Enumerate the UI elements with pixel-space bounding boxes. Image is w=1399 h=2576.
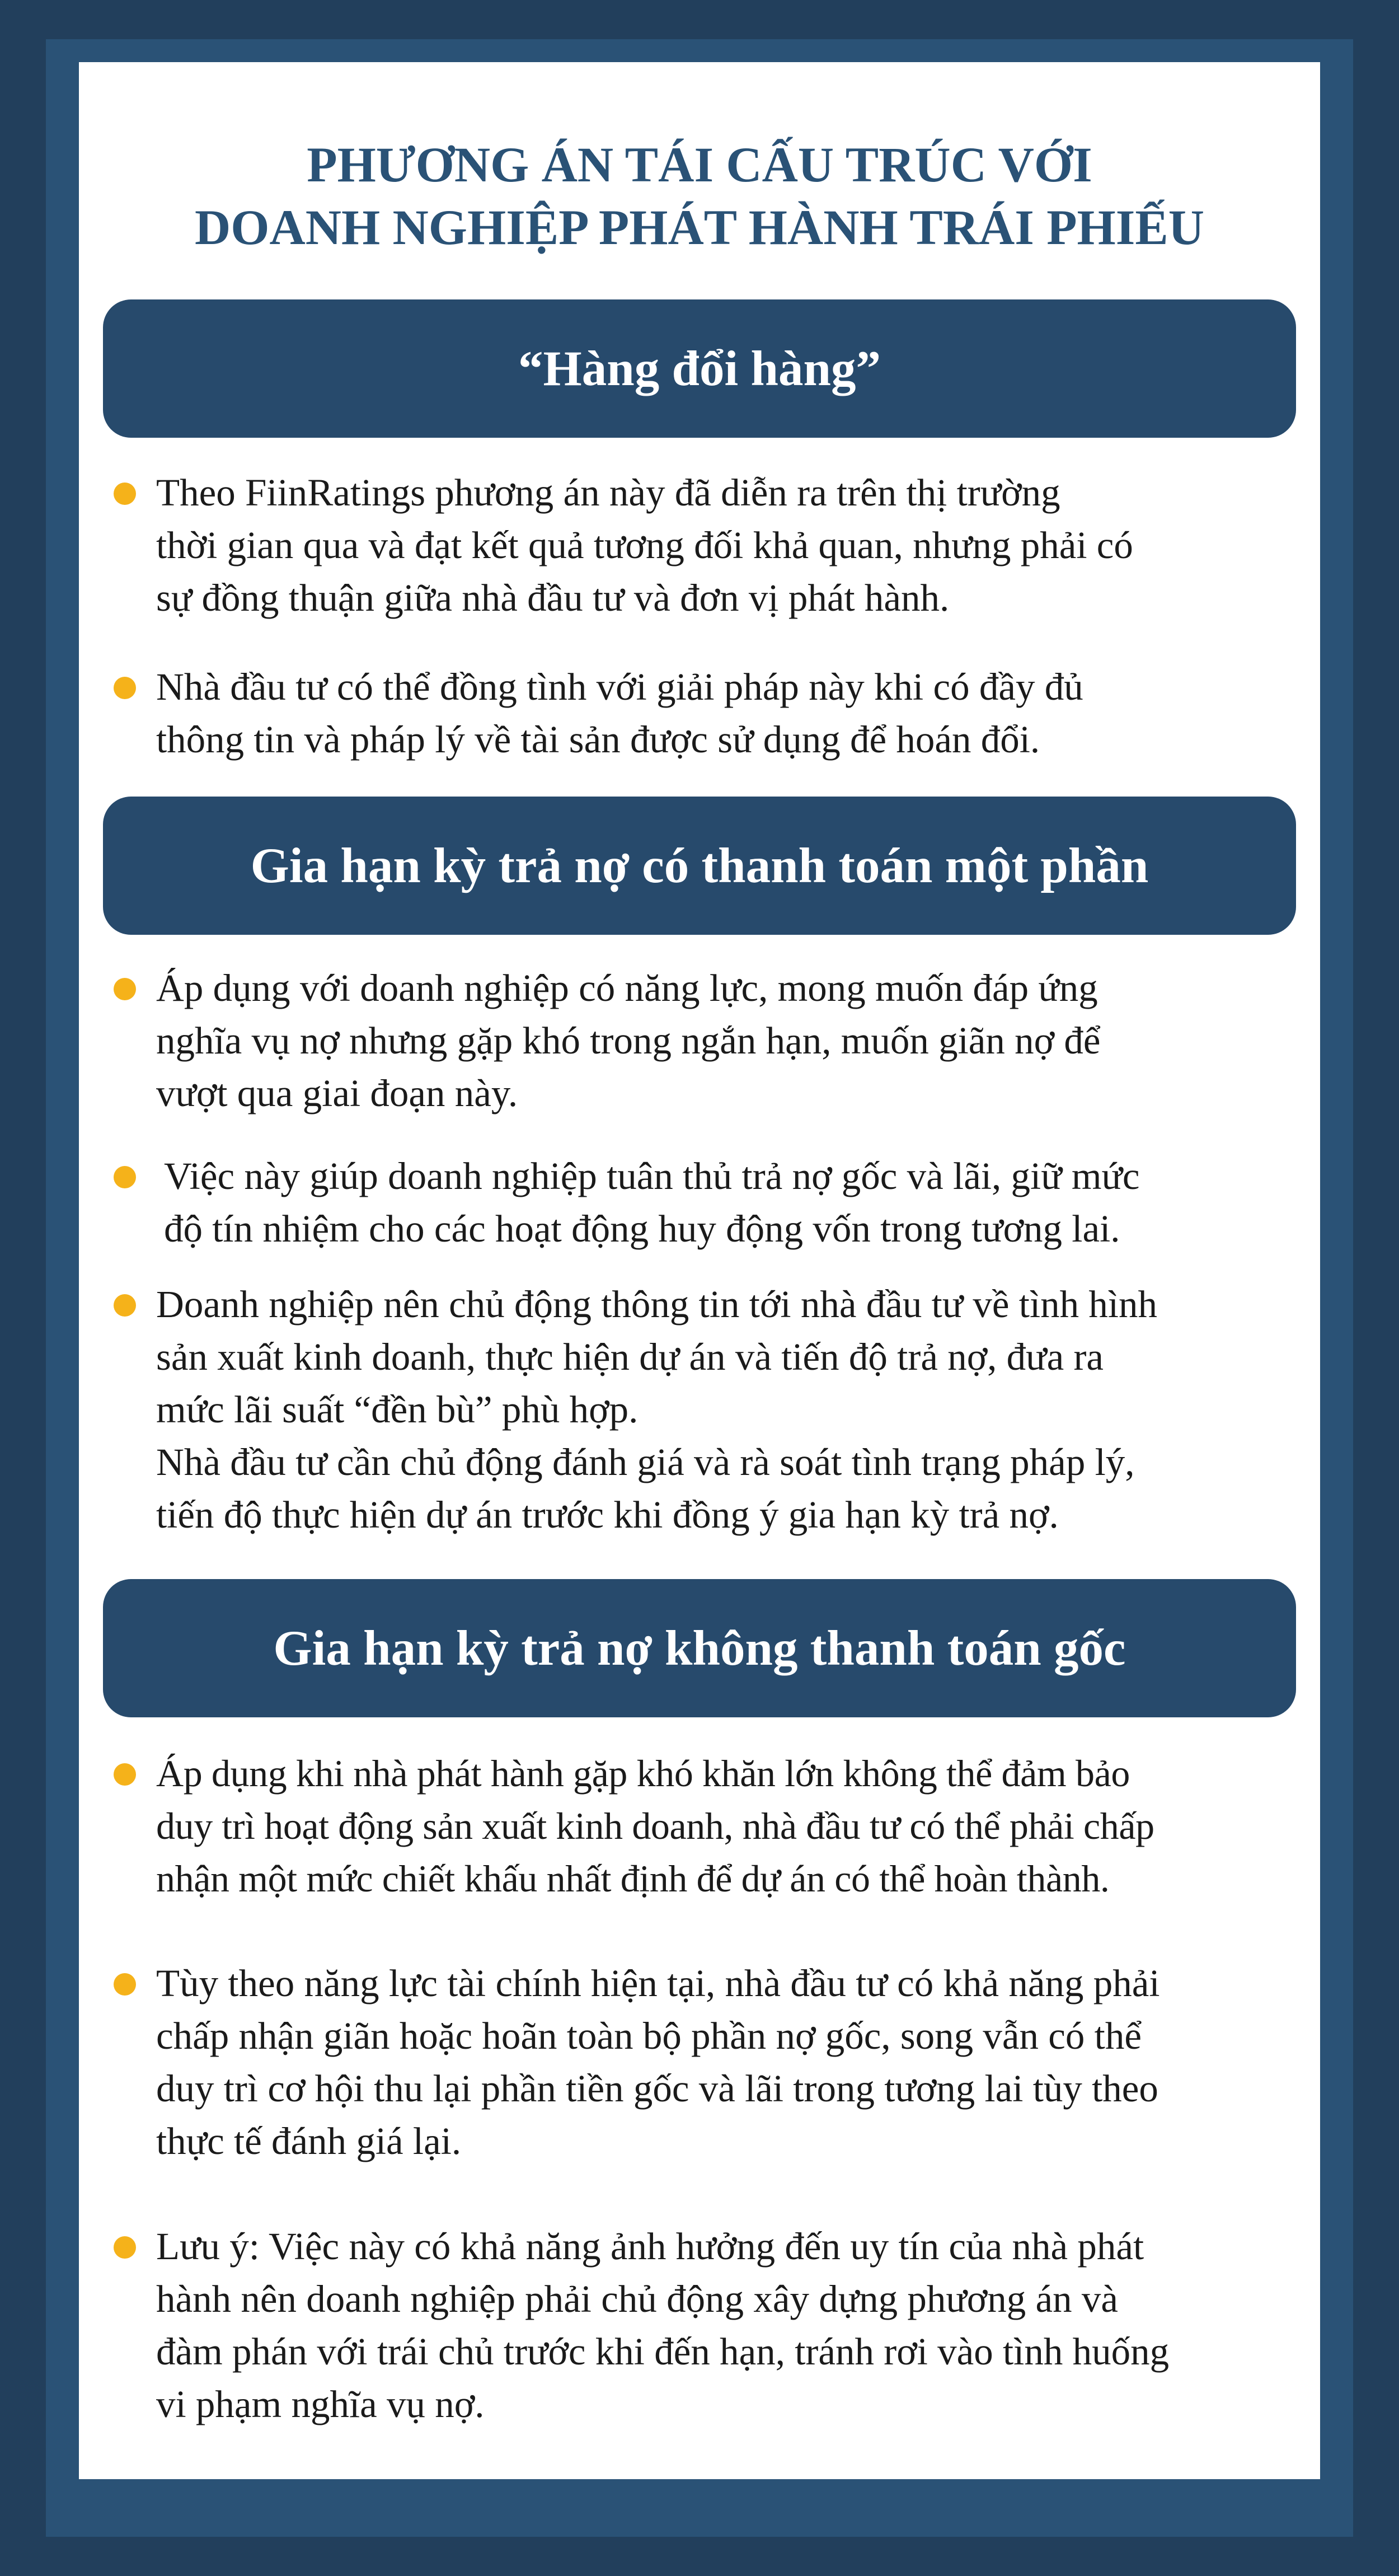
bullet-text: Áp dụng với doanh nghiệp có năng lực, mong muốn đáp ứng nghĩa vụ nợ nhưng gặp khó trong ngắn hạn, muốn giãn nợ để vượt qua giai đoạn này. xyxy=(156,967,1101,1114)
bullet-text: Lưu ý: Việc này có khả năng ảnh hưởng đến uy tín của nhà phát hành nên doanh nghiệp phải chủ động xây dựng phương án và đàm phán với trái chủ trước khi đến hạn, tránh rơi vào tình huống vi phạm nghĩa vụ nợ. xyxy=(156,2225,1170,2425)
bullet-dot-icon xyxy=(114,677,136,699)
bullet-text: Áp dụng khi nhà phát hành gặp khó khăn lớn không thể đảm bảo duy trì hoạt động sản xuất kinh doanh, nhà đầu tư có thể phải chấp nhận một mức chiết khấu nhất định để dự án có thể hoàn thành. xyxy=(156,1752,1154,1900)
bullet-dot-icon xyxy=(114,2236,136,2259)
bullet-dot-icon xyxy=(114,483,136,505)
bullet-dot-icon xyxy=(114,1973,136,1996)
page-title: PHƯƠNG ÁN TÁI CẤU TRÚC VỚI DOANH NGHIỆP PHÁT HÀNH TRÁI PHIẾU xyxy=(194,138,1205,255)
section-heading-no-principal xyxy=(103,1579,1296,1717)
section-heading-text: “Hàng đổi hàng” xyxy=(518,341,881,396)
bullet-text: Theo FiinRatings phương án này đã diễn ra trên thị trường thời gian qua và đạt kết quả tương đối khả quan, nhưng phải có sự đồng thuận giữa nhà đầu tư và đơn vị phát hành. xyxy=(156,471,1133,619)
bullet-text: Nhà đầu tư có thể đồng tình với giải pháp này khi có đầy đủ thông tin và pháp lý về tài sản được sử dụng để hoán đổi. xyxy=(156,666,1083,761)
section-heading-partial-payment xyxy=(103,797,1296,935)
bullet-dot-icon xyxy=(114,1763,136,1786)
section-heading-barter xyxy=(103,299,1296,438)
bullet-dot-icon xyxy=(114,978,136,1000)
bullet-dot-icon xyxy=(114,1294,136,1317)
bullet-dot-icon xyxy=(114,1166,136,1188)
bullet-text: Doanh nghiệp nên chủ động thông tin tới nhà đầu tư về tình hình sản xuất kinh doanh, thực hiện dự án và tiến độ trả nợ, đưa ra mức lãi suất “đền bù” phù hợp. Nhà đầu tư cần chủ động đánh giá và rà soát tình trạng pháp lý, tiến độ thực hiện dự án trước khi đồng ý gia hạn kỳ trả nợ. xyxy=(156,1283,1158,1536)
section-heading-text: Gia hạn kỳ trả nợ có thanh toán một phần xyxy=(250,838,1149,893)
section-heading-text: Gia hạn kỳ trả nợ không thanh toán gốc xyxy=(273,1620,1126,1676)
bullet-text: Tùy theo năng lực tài chính hiện tại, nhà đầu tư có khả năng phải chấp nhận giãn hoặc hoãn toàn bộ phần nợ gốc, song vẫn có thể duy trì cơ hội thu lại phần tiền gốc và lãi trong tương lai tùy theo thực tế đánh giá lại. xyxy=(156,1962,1160,2162)
content-panel xyxy=(79,62,1320,2479)
bullet-text: Việc này giúp doanh nghiệp tuân thủ trả nợ gốc và lãi, giữ mức độ tín nhiệm cho các hoạt động huy động vốn trong tương lai. xyxy=(164,1155,1140,1250)
